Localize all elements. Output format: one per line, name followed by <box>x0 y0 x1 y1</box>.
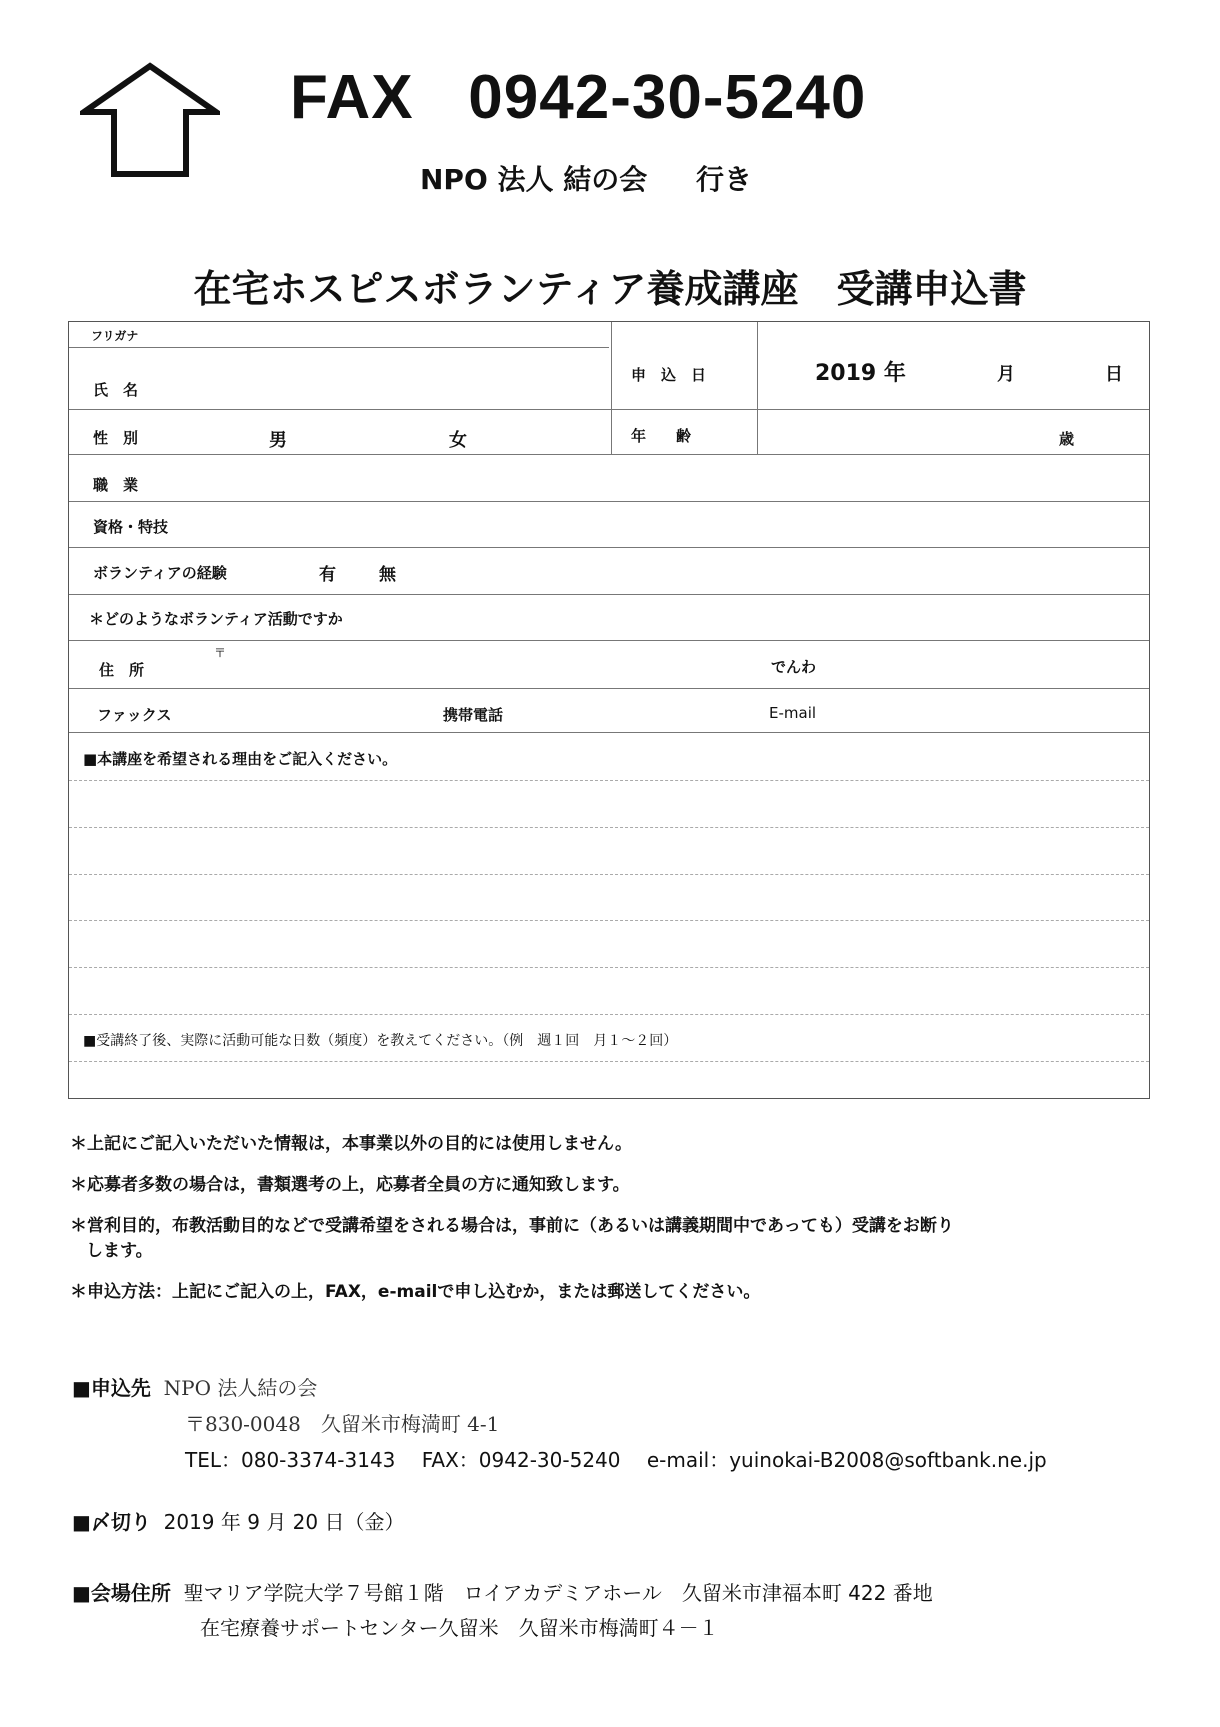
divider <box>69 547 1149 548</box>
application-form <box>68 321 1150 1099</box>
qualifications-label: 資格・特技 <box>93 518 169 536</box>
venue-section <box>72 1577 933 1606</box>
note-item: します。 <box>86 1241 153 1261</box>
page-title: 在宅ホスピスボランティア養成講座 受講申込書 <box>193 266 1027 311</box>
notes <box>70 1132 1130 1321</box>
divider <box>69 409 1149 410</box>
dashed-line <box>69 1014 1149 1015</box>
recipient-name: NPO 法人 結の会 <box>420 163 648 196</box>
no-option[interactable]: 無 <box>379 565 396 585</box>
note-item: ＊営利目的，布教活動目的などで受講希望をされる場合は，事前に（あるいは講義期間中であっても）受講をお断り <box>70 1216 954 1236</box>
mobile-label: 携帯電話 <box>443 706 504 724</box>
divider <box>69 640 1149 641</box>
dashed-line <box>69 874 1149 875</box>
fax-number: 0942-30-5240 <box>468 63 867 132</box>
reason-label: ■本講座を希望される理由をご記入ください。 <box>83 750 398 768</box>
venue-line-2: 在宅療養サポートセンター久留米 久留米市梅満町４－１ <box>200 1616 719 1640</box>
up-arrow-icon <box>80 62 220 182</box>
application-date-label: 申 込 日 <box>631 366 707 384</box>
postal-mark: 〒 <box>214 646 227 660</box>
org-address: 〒830-0048 久留米市梅満町 4-1 <box>185 1412 500 1436</box>
month-label: 月 <box>997 364 1015 385</box>
recipient-suffix: 行き <box>696 163 753 196</box>
gender-label: 性 別 <box>93 429 139 447</box>
address-label: 住 所 <box>99 661 145 679</box>
divider <box>69 732 1149 733</box>
dashed-line <box>69 827 1149 828</box>
age-label: 年 齢 <box>631 427 692 445</box>
apply-section <box>72 1372 317 1401</box>
divider <box>69 501 1149 502</box>
venue-label: ■会場住所 <box>72 1581 171 1605</box>
female-option[interactable]: 女 <box>449 430 467 451</box>
fax-field-label: ファックス <box>97 706 172 724</box>
fax-header <box>290 62 866 133</box>
male-option[interactable]: 男 <box>269 430 287 451</box>
frequency-label: ■受講終了後、実際に活動可能な日数（頻度）を教えてください。（例 週１回 月１～２回） <box>83 1033 678 1049</box>
yes-option[interactable]: 有 <box>319 565 336 585</box>
dashed-line <box>69 1061 1149 1062</box>
dashed-line <box>69 780 1149 781</box>
dashed-line <box>69 920 1149 921</box>
recipient-line <box>420 158 752 198</box>
divider <box>69 347 609 348</box>
deadline-label: ■〆切り <box>72 1510 151 1534</box>
divider <box>69 594 1149 595</box>
volunteer-experience-label: ボランティアの経験 <box>93 564 227 582</box>
divider <box>757 322 758 454</box>
divider <box>611 322 612 454</box>
divider <box>69 454 1149 455</box>
divider <box>69 688 1149 689</box>
note-item: ＊応募者多数の場合は，書類選考の上，応募者全員の方に通知致します。 <box>70 1175 630 1195</box>
org-name: NPO 法人結の会 <box>163 1376 318 1400</box>
year-label: 2019 年 <box>815 361 906 386</box>
apply-label: ■申込先 <box>72 1376 151 1400</box>
deadline-section <box>72 1506 404 1535</box>
fax-label: FAX <box>290 63 414 132</box>
dashed-line <box>69 967 1149 968</box>
email-label: E-mail <box>769 704 817 722</box>
note-item: ＊申込方法：上記にご記入の上，FAX，e-mailで申し込むか，または郵送してください。 <box>70 1282 761 1302</box>
note-item: ＊上記にご記入いただいた情報は，本事業以外の目的には使用しません。 <box>70 1134 633 1154</box>
name-label: 氏 名 <box>93 381 139 399</box>
occupation-label: 職 業 <box>93 476 139 494</box>
furigana-label: フリガナ <box>91 329 139 343</box>
venue-line-1: 聖マリア学院大学７号館１階 ロイアカデミアホール 久留米市津福本町 422 番地 <box>183 1581 933 1605</box>
age-unit: 歳 <box>1059 430 1075 448</box>
volunteer-activity-label: ＊どのようなボランティア活動ですか <box>89 610 343 628</box>
day-label: 日 <box>1105 364 1123 385</box>
contact-line: TEL：080-3374-3143 FAX：0942-30-5240 e-mail：yuinokai-B2008@softbank.ne.jp <box>185 1448 1047 1472</box>
deadline-date: 2019 年 9 月 20 日（金） <box>163 1510 405 1534</box>
phone-label: でんわ <box>771 658 817 676</box>
